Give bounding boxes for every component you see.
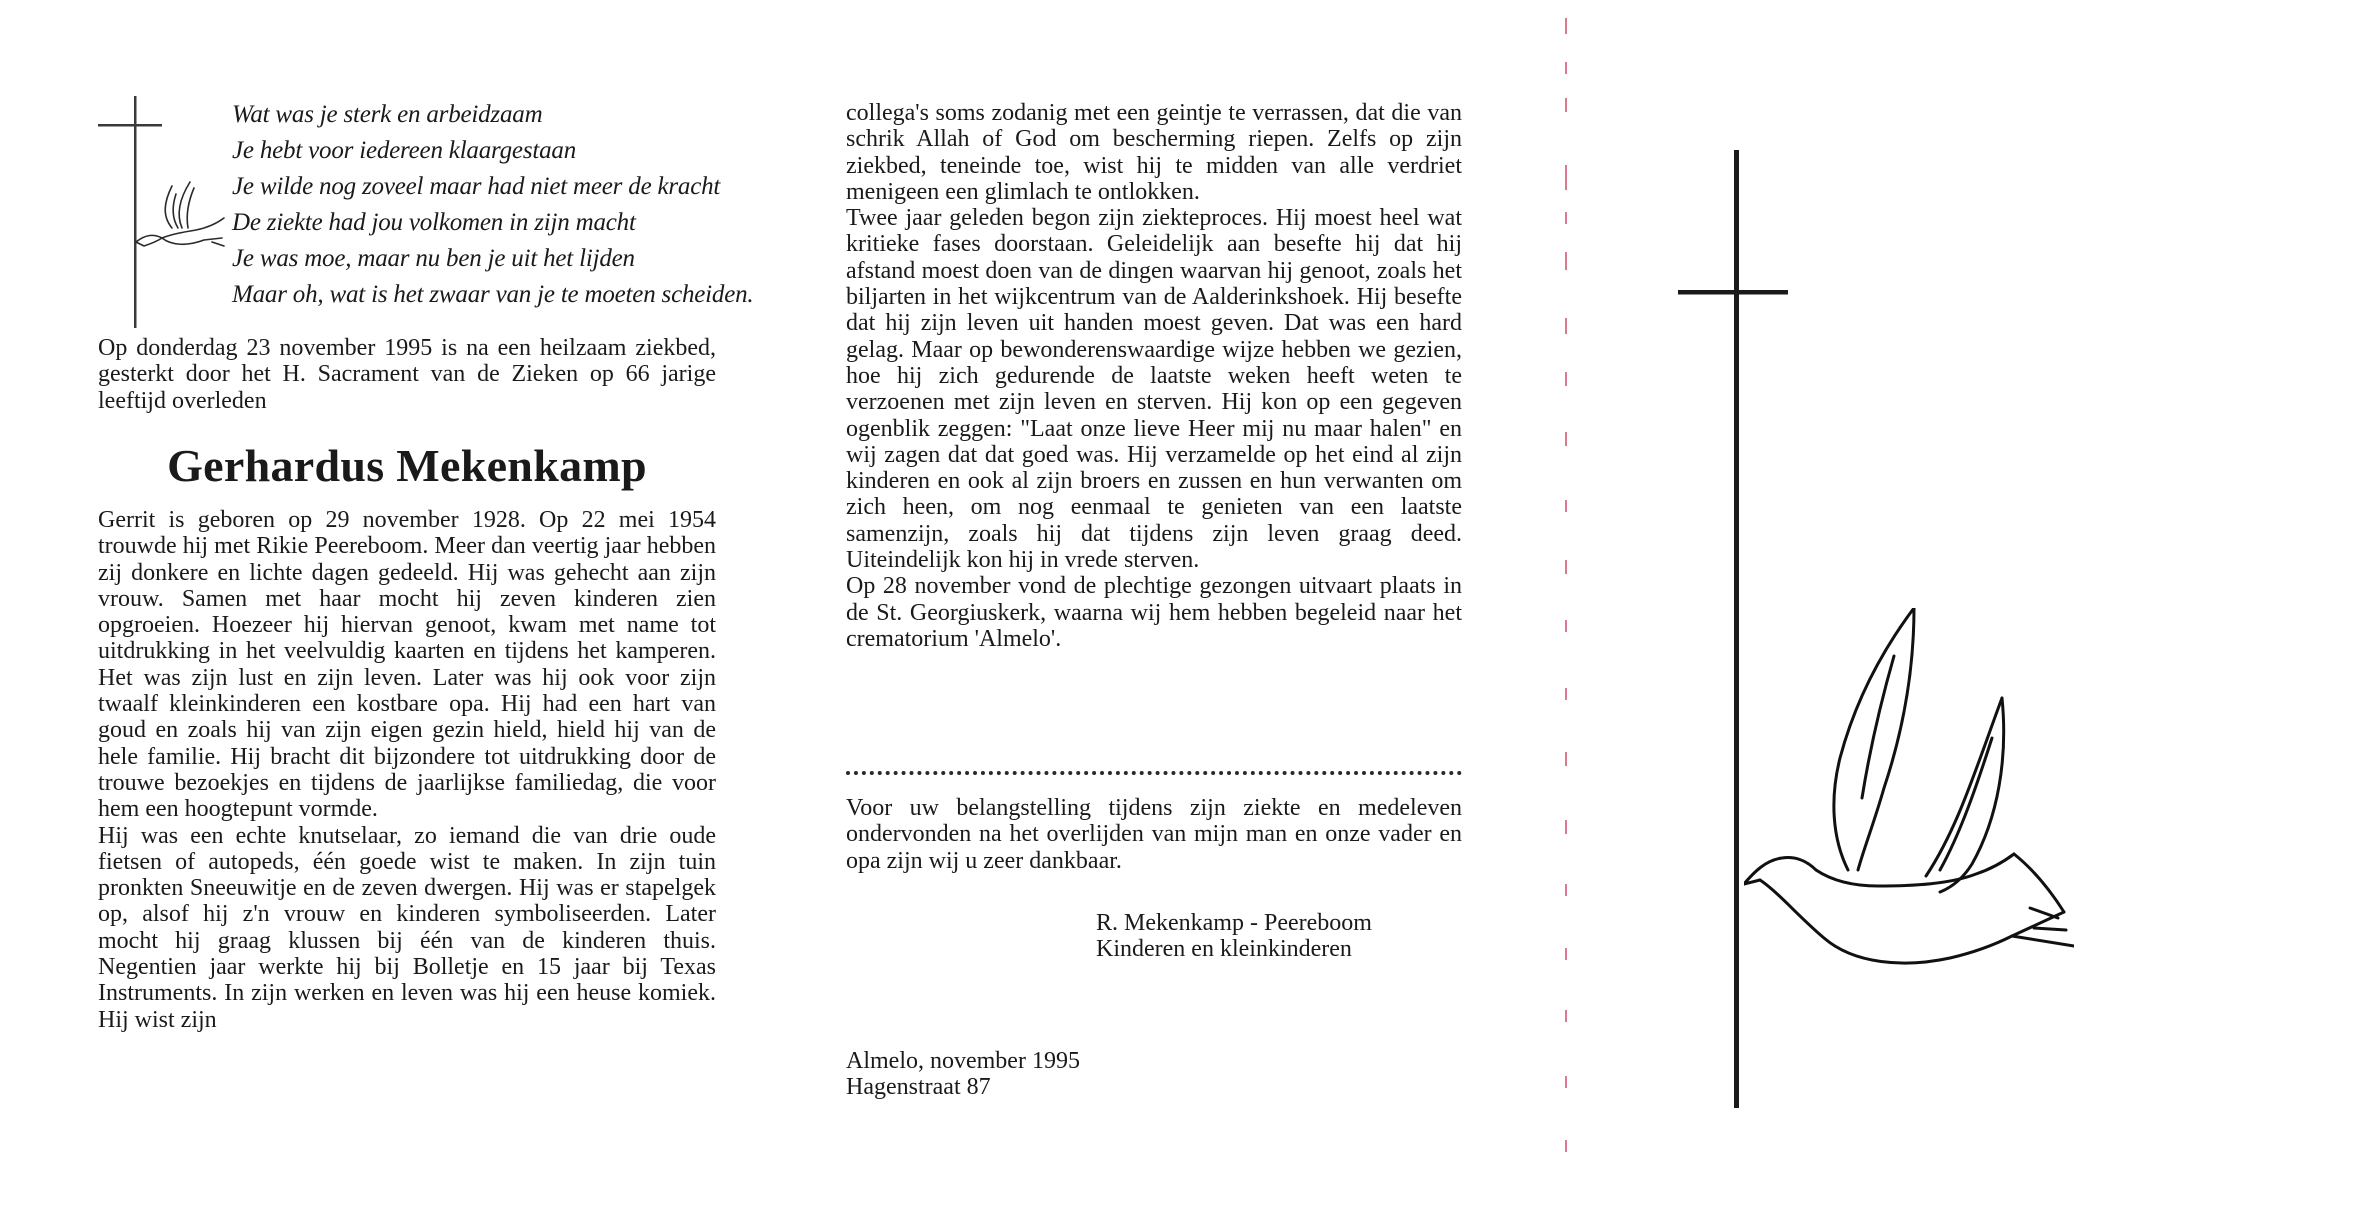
biography-text: Gerrit is geboren op 29 november 1928. Op 22 mei 1954 trouwde hij met Rikie Peereboom. Meer dan veertig jaar hebben zij donkere en lichte dagen gedeeld. Hij was gehecht aan zijn vrouw. Samen met haar mocht hij zeven kinderen zien opgroeien. Hoezeer hij hiervan genoot, kwam met name tot uitdrukking in het veelvuldig kaarten en tijdens het kamperen. Het was zijn lust en zijn leven. Later was hij ook voor zijn twaalf kleinkinderen een kostbare opa. Hij had een hart van goud en zoals hij van zijn eigen gezin hield, hield hij van de hele familie. Hij bracht dit bijzondere tot uitdrukking door de trouwe bezoekjes en tijdens de jaarlijkse familiedag, die voor hem een hoogtepunt vormde. Hij was een echte knutselaar, zo iemand die van drie oude fietsen of autopeds, één goede wist te maken. In zijn tuin pronkten Sneeuwitje en de zeven dwergen. Hij was er stapelgek op, alsof hij z'n vrouw en kinderen symboliseerden. Later mocht hij graag klussen bij één van de kinderen thuis. Negentien jaar werkte hij bij Bolletje en 15 jaar bij Texas Instruments. In zijn werken en leven was hij een heuse komiek. Hij wist zijn xyxy=(98,507,716,1033)
death-announcement: Op donderdag 23 november 1995 is na een heilzaam ziekbed, gesterkt door het H. Sacrament van de Zieken op 66 jarige leeftijd overleden xyxy=(98,335,716,414)
city-date: Almelo, november 1995 xyxy=(846,1048,1080,1074)
signature-block xyxy=(1096,910,1496,963)
thanks-text: Voor uw belangstelling tijdens zijn ziekte en medeleven ondervonden na het overlijden van mijn man en onze vader en opa zijn wij u zeer dankbaar. xyxy=(846,795,1462,874)
street-address: Hagenstraat 87 xyxy=(846,1074,991,1101)
signature-line: R. Mekenkamp - Peereboom xyxy=(1096,910,1372,936)
poem xyxy=(232,97,752,313)
deceased-name: Gerhardus Mekenkamp xyxy=(167,440,647,491)
poem-line: Maar oh, wat is het zwaar van je te moeten scheiden. xyxy=(232,281,754,308)
fold-line xyxy=(1563,0,1569,1200)
signature-line: Kinderen en kleinkinderen xyxy=(1096,936,1352,963)
place-and-address xyxy=(846,1048,1246,1101)
biography-continuation: collega's soms zodanig met een geintje te verrassen, dat die van schrik Allah of God om bescherming riepen. Zelfs op zijn ziekbed, teneinde toe, wist hij te midden van alle verdriet menigeen een glimlach te ontlokken. Twee jaar geleden begon zijn ziekteproces. Hij moest heel wat kritieke fases doorstaan. Geleidelijk aan besefte hij dat hij afstand moest doen van de dingen waarvan hij genoot, zoals het biljarten in het wijkcentrum van de Aalderinkshoek. Hij besefte dat hij zijn leven uit handen moest geven. Dat was een hard gelag. Maar op bewonderenswaardige wijze hebben we gezien, hoe hij zich gedurende de laatste weken heeft weten te verzoenen met zijn leven en sterven. Hij kon op een gegeven ogenblik zeggen: "Laat onze lieve Heer mij nu maar halen" en wij zagen dat dat goed was. Hij verzamelde op het eind al zijn kinderen en ook al zijn broers en zussen en hun verwanten om zich heen, om nog eenmaal te genieten van een laatste samenzijn, zoals hij dat tijdens zijn leven graag deed. Uiteindelijk kon hij in vrede sterven. Op 28 november vond de plechtige gezongen uitvaart plaats in de St. Georgiuskerk, waarna wij hem hebben begeleid naar het crematorium 'Almelo'. xyxy=(846,100,1462,652)
poem-line: Je wilde nog zoveel maar had niet meer de kracht xyxy=(232,173,721,200)
small-dove-icon xyxy=(132,176,227,264)
dotted-divider xyxy=(846,771,1462,775)
poem-line: De ziekte had jou volkomen in zijn macht xyxy=(232,209,636,236)
poem-line: Je was moe, maar nu ben je uit het lijden xyxy=(232,245,635,272)
poem-line: Je hebt voor iedereen klaargestaan xyxy=(232,137,577,164)
poem-line: Wat was je sterk en arbeidzaam xyxy=(232,101,543,128)
dove-icon xyxy=(1744,608,2074,988)
